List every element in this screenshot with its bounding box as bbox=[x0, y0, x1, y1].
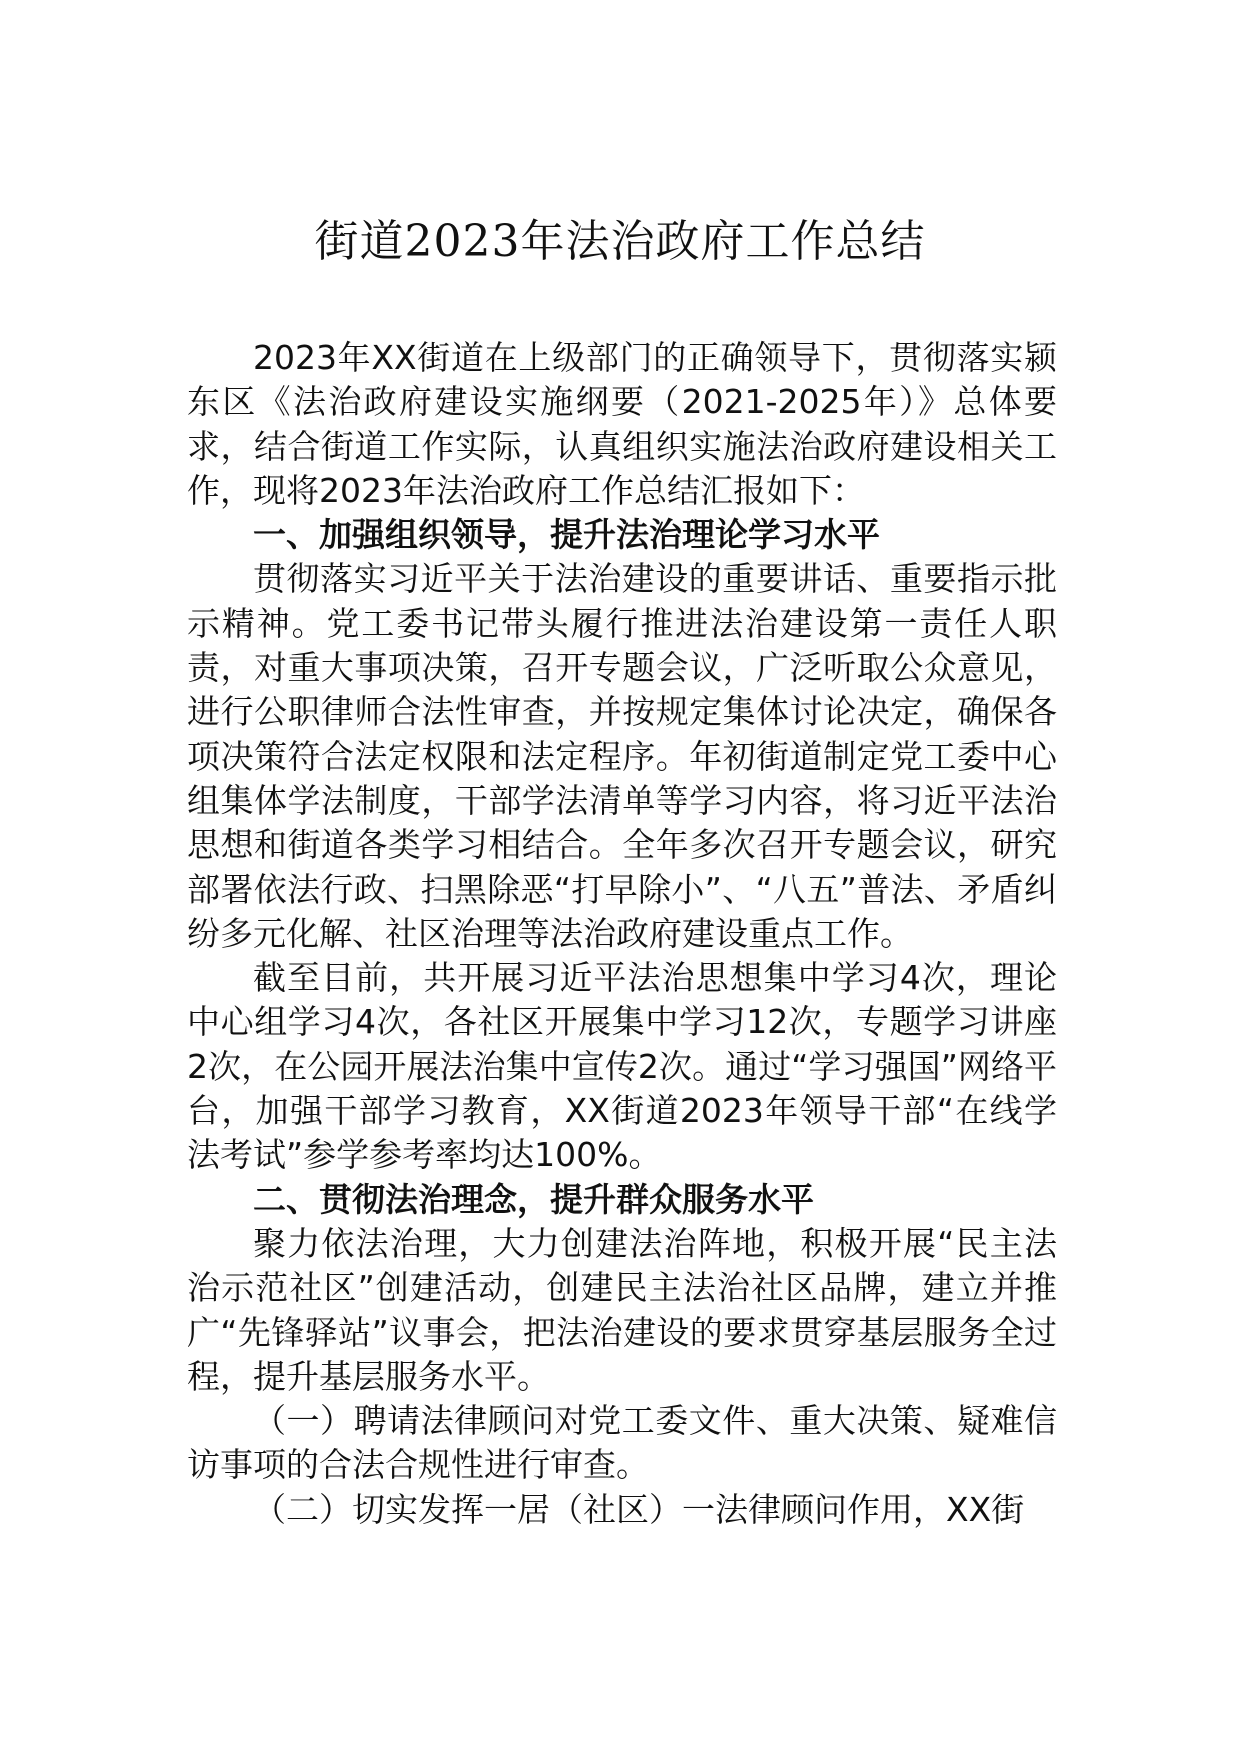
section-1-heading: 一、加强组织领导，提升法治理论学习水平 bbox=[253, 515, 880, 555]
section-1-paragraph-1: 贯彻落实习近平关于法治建设的重要讲话、重要指示批示精神。党工委书记带头履行推进法治建设第一责任人职责，对重大事项决策，召开专题会议，广泛听取公众意见，进行公职律师合法性审查，并按规定集体讨论决定，确保各项决策符合法定权限和法定程序。年初街道制定党工委中心组集体学法制度，干部学法清单等学习内容，将习近平法治思想和街道各类学习相结合。全年多次召开专题会议，研究部署依法行政、扫黑除恶“打早除小”、“八五”普法、矛盾纠纷多元化解、社区治理等法治政府建设重点工作。 bbox=[187, 559, 1057, 953]
section-2-item-1: （一）聘请法律顾问对党工委文件、重大决策、疑难信访事项的合法合规性进行审查。 bbox=[187, 1401, 1057, 1485]
section-2-paragraph-1: 聚力依法治理，大力创建法治阵地，积极开展“民主法治示范社区”创建活动，创建民主法治社区品牌，建立并推广“先锋驿站”议事会，把法治建设的要求贯穿基层服务全过程，提升基层服务水平。 bbox=[187, 1223, 1057, 1396]
document-title: 街道2023年法治政府工作总结 bbox=[314, 216, 926, 267]
intro-paragraph: 2023年XX街道在上级部门的正确领导下，贯彻落实颍东区《法治政府建设实施纲要（2021-2025年）》总体要求，结合街道工作实际，认真组织实施法治政府建设相关工作，现将2023年法治政府工作总结汇报如下： bbox=[187, 338, 1057, 510]
section-1-paragraph-2: 截至目前，共开展习近平法治思想集中学习4次，理论中心组学习4次，各社区开展集中学习12次，专题学习讲座2次，在公园开展法治集中宣传2次。通过“学习强国”网络平台，加强干部学习教育，XX街道2023年领导干部“在线学法考试”参学参考率均达100%。 bbox=[187, 958, 1057, 1175]
section-2-heading: 二、贯彻法治理念，提升群众服务水平 bbox=[253, 1179, 814, 1219]
document-body bbox=[187, 336, 1057, 1532]
section-2-item-2: （二）切实发挥一居（社区）一法律顾问作用，XX街 bbox=[253, 1489, 1025, 1529]
